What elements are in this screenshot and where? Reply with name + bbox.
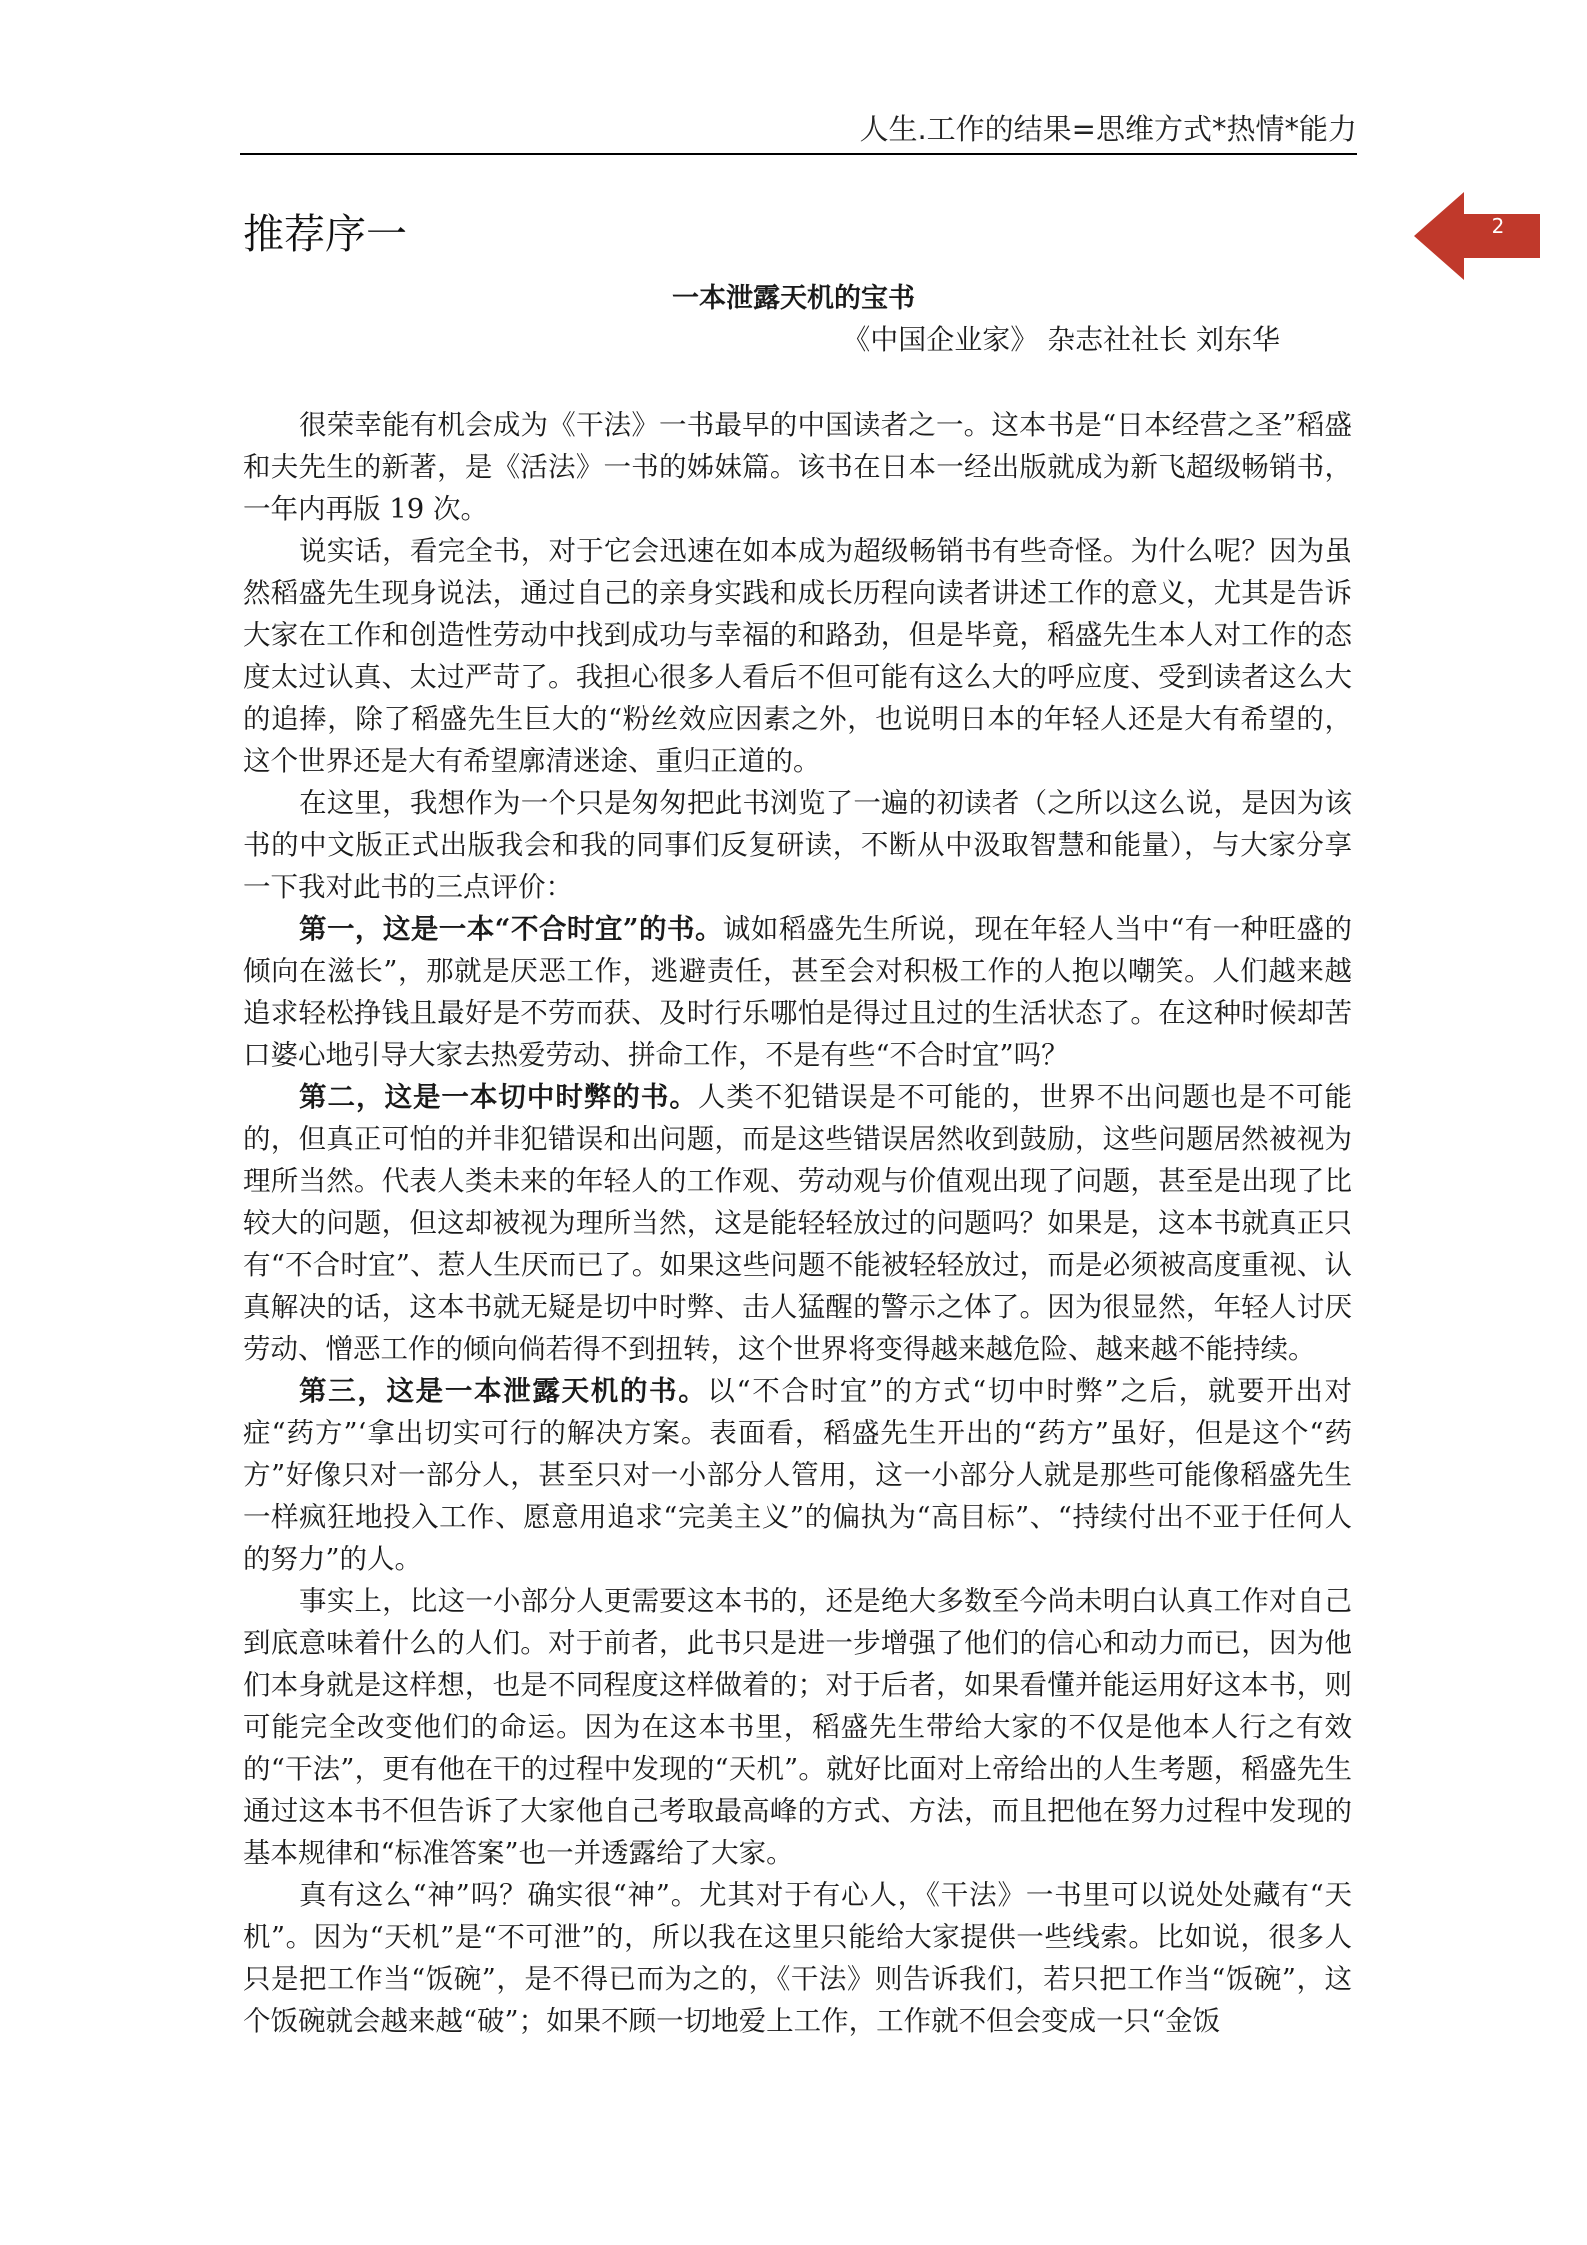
paragraph xyxy=(243,908,1352,1076)
paragraph-text: 在这里，我想作为一个只是匆匆把此书浏览了一遍的初读者（之所以这么说，是因为该书的中文版正式出版我会和我的同事们反复研读，不断从中汲取智慧和能量），与大家分享一下我对此书的三点评价： xyxy=(243,787,1352,903)
paragraph xyxy=(243,782,1352,908)
paragraph xyxy=(243,1874,1352,2042)
paragraph xyxy=(243,1580,1352,1874)
paragraph-lead: 第二，这是一本切中时弊的书。 xyxy=(299,1081,698,1113)
paragraph-text: 真有这么“神”吗？确实很“神”。尤其对于有心人，《干法》一书里可以说处处藏有“天机”。因为“天机”是“不可泄”的，所以我在这里只能给大家提供一些线索。比如说，很多人只是把工作当“饭碗”，是不得已而为之的，《干法》则告诉我们，若只把工作当“饭碗”，这个饭碗就会越来越“破”；如果不顾一切地爱上工作，工作就不但会变成一只“金饭 xyxy=(243,1879,1352,2037)
header-rule xyxy=(240,153,1357,155)
section-title: 推荐序一 xyxy=(243,210,407,258)
paragraph-text: 诚如稻盛先生所说，现在年轻人当中“有一种旺盛的倾向在滋长”，那就是厌恶工作，逃避责任，甚至会对积极工作的人抱以嘲笑。人们越来越追求轻松挣钱且最好是不劳而获、及时行乐哪怕是得过且过的生活状态了。在这种时候却苦口婆心地引导大家去热爱劳动、拼命工作，不是有些“不合时宜”吗？ xyxy=(243,913,1352,1071)
paragraph xyxy=(243,1076,1352,1370)
paragraph-text: 人类不犯错误是不可能的，世界不出问题也是不可能的，但真正可怕的并非犯错误和出问题，而是这些错误居然收到鼓励，这些问题居然被视为理所当然。代表人类未来的年轻人的工作观、劳动观与价值观出现了问题，甚至是出现了比较大的问题，但这却被视为理所当然，这是能轻轻放过的问题吗？如果是，这本书就真正只有“不合时宜”、惹人生厌而已了。如果这些问题不能被轻轻放过，而是必须被高度重视、认真解决的话，这本书就无疑是切中时弊、击人猛醒的警示之体了。因为很显然，年轻人讨厌劳动、憎恶工作的倾向倘若得不到扭转，这个世界将变得越来越危险、越来越不能持续。 xyxy=(243,1081,1353,1365)
paragraph-text: 以“不合时宜”的方式“切中时弊”之后，就要开出对症“药方”‘拿出切实可行的解决方案。表面看，稻盛先生开出的“药方”虽好，但是这个“药方”好像只对一部分人，甚至只对一小部分人管用，这一小部分人就是那些可能像稻盛先生一样疯狂地投入工作、愿意用追求“完美主义”的偏执为“高目标”、“持续付出不亚于任何人的努力”的人。 xyxy=(243,1375,1353,1575)
essay-body xyxy=(243,404,1352,2042)
essay-title: 一本泄露天机的宝书 xyxy=(672,283,915,314)
paragraph xyxy=(243,530,1352,782)
paragraph-text: 说实话，看完全书，对于它会迅速在如本成为超级畅销书有些奇怪。为什么呢？因为虽然稻盛先生现身说法，通过自己的亲身实践和成长历程向读者讲述工作的意义，尤其是告诉大家在工作和创造性劳动中找到成功与幸福的和路劲，但是毕竟，稻盛先生本人对工作的态度太过认真、太过严苛了。我担心很多人看后不但可能有这么大的呼应度、受到读者这么大的追捧，除了稻盛先生巨大的“粉丝效应因素之外，也说明日本的年轻人还是大有希望的，这个世界还是大有希望廓清迷途、重归正道的。 xyxy=(243,535,1352,777)
paragraph xyxy=(243,404,1352,530)
running-header-title: 人生.工作的结果=思维方式*热情*能力 xyxy=(859,112,1357,146)
page-number: 2 xyxy=(1491,214,1505,238)
paragraph xyxy=(243,1370,1352,1580)
paragraph-lead: 第三，这是一本泄露天机的书。 xyxy=(299,1375,708,1407)
paragraph-lead: 第一，这是一本“不合时宜”的书。 xyxy=(299,913,723,945)
paragraph-text: 很荣幸能有机会成为《干法》一书最早的中国读者之一。这本书是“日本经营之圣”稻盛和夫先生的新著，是《活法》一书的姊妹篇。该书在日本一经出版就成为新飞超级畅销书，一年内再版 19 次。 xyxy=(243,409,1352,525)
paragraph-text: 事实上，比这一小部分人更需要这本书的，还是绝大多数至今尚未明白认真工作对自己到底意味着什么的人们。对于前者，此书只是进一步增强了他们的信心和动力而已，因为他们本身就是这样想，也是不同程度这样做着的；对于后者，如果看懂并能运用好这本书，则可能完全改变他们的命运。因为在这本书里，稻盛先生带给大家的不仅是他本人行之有效的“干法”，更有他在干的过程中发现的“天机”。就好比面对上帝给出的人生考题，稻盛先生通过这本书不但告诉了大家他自己考取最高峰的方式、方法，而且把他在努力过程中发现的基本规律和“标准答案”也一并透露给了大家。 xyxy=(243,1585,1352,1869)
byline: 《中国企业家》 杂志社社长 刘东华 xyxy=(842,323,1280,356)
